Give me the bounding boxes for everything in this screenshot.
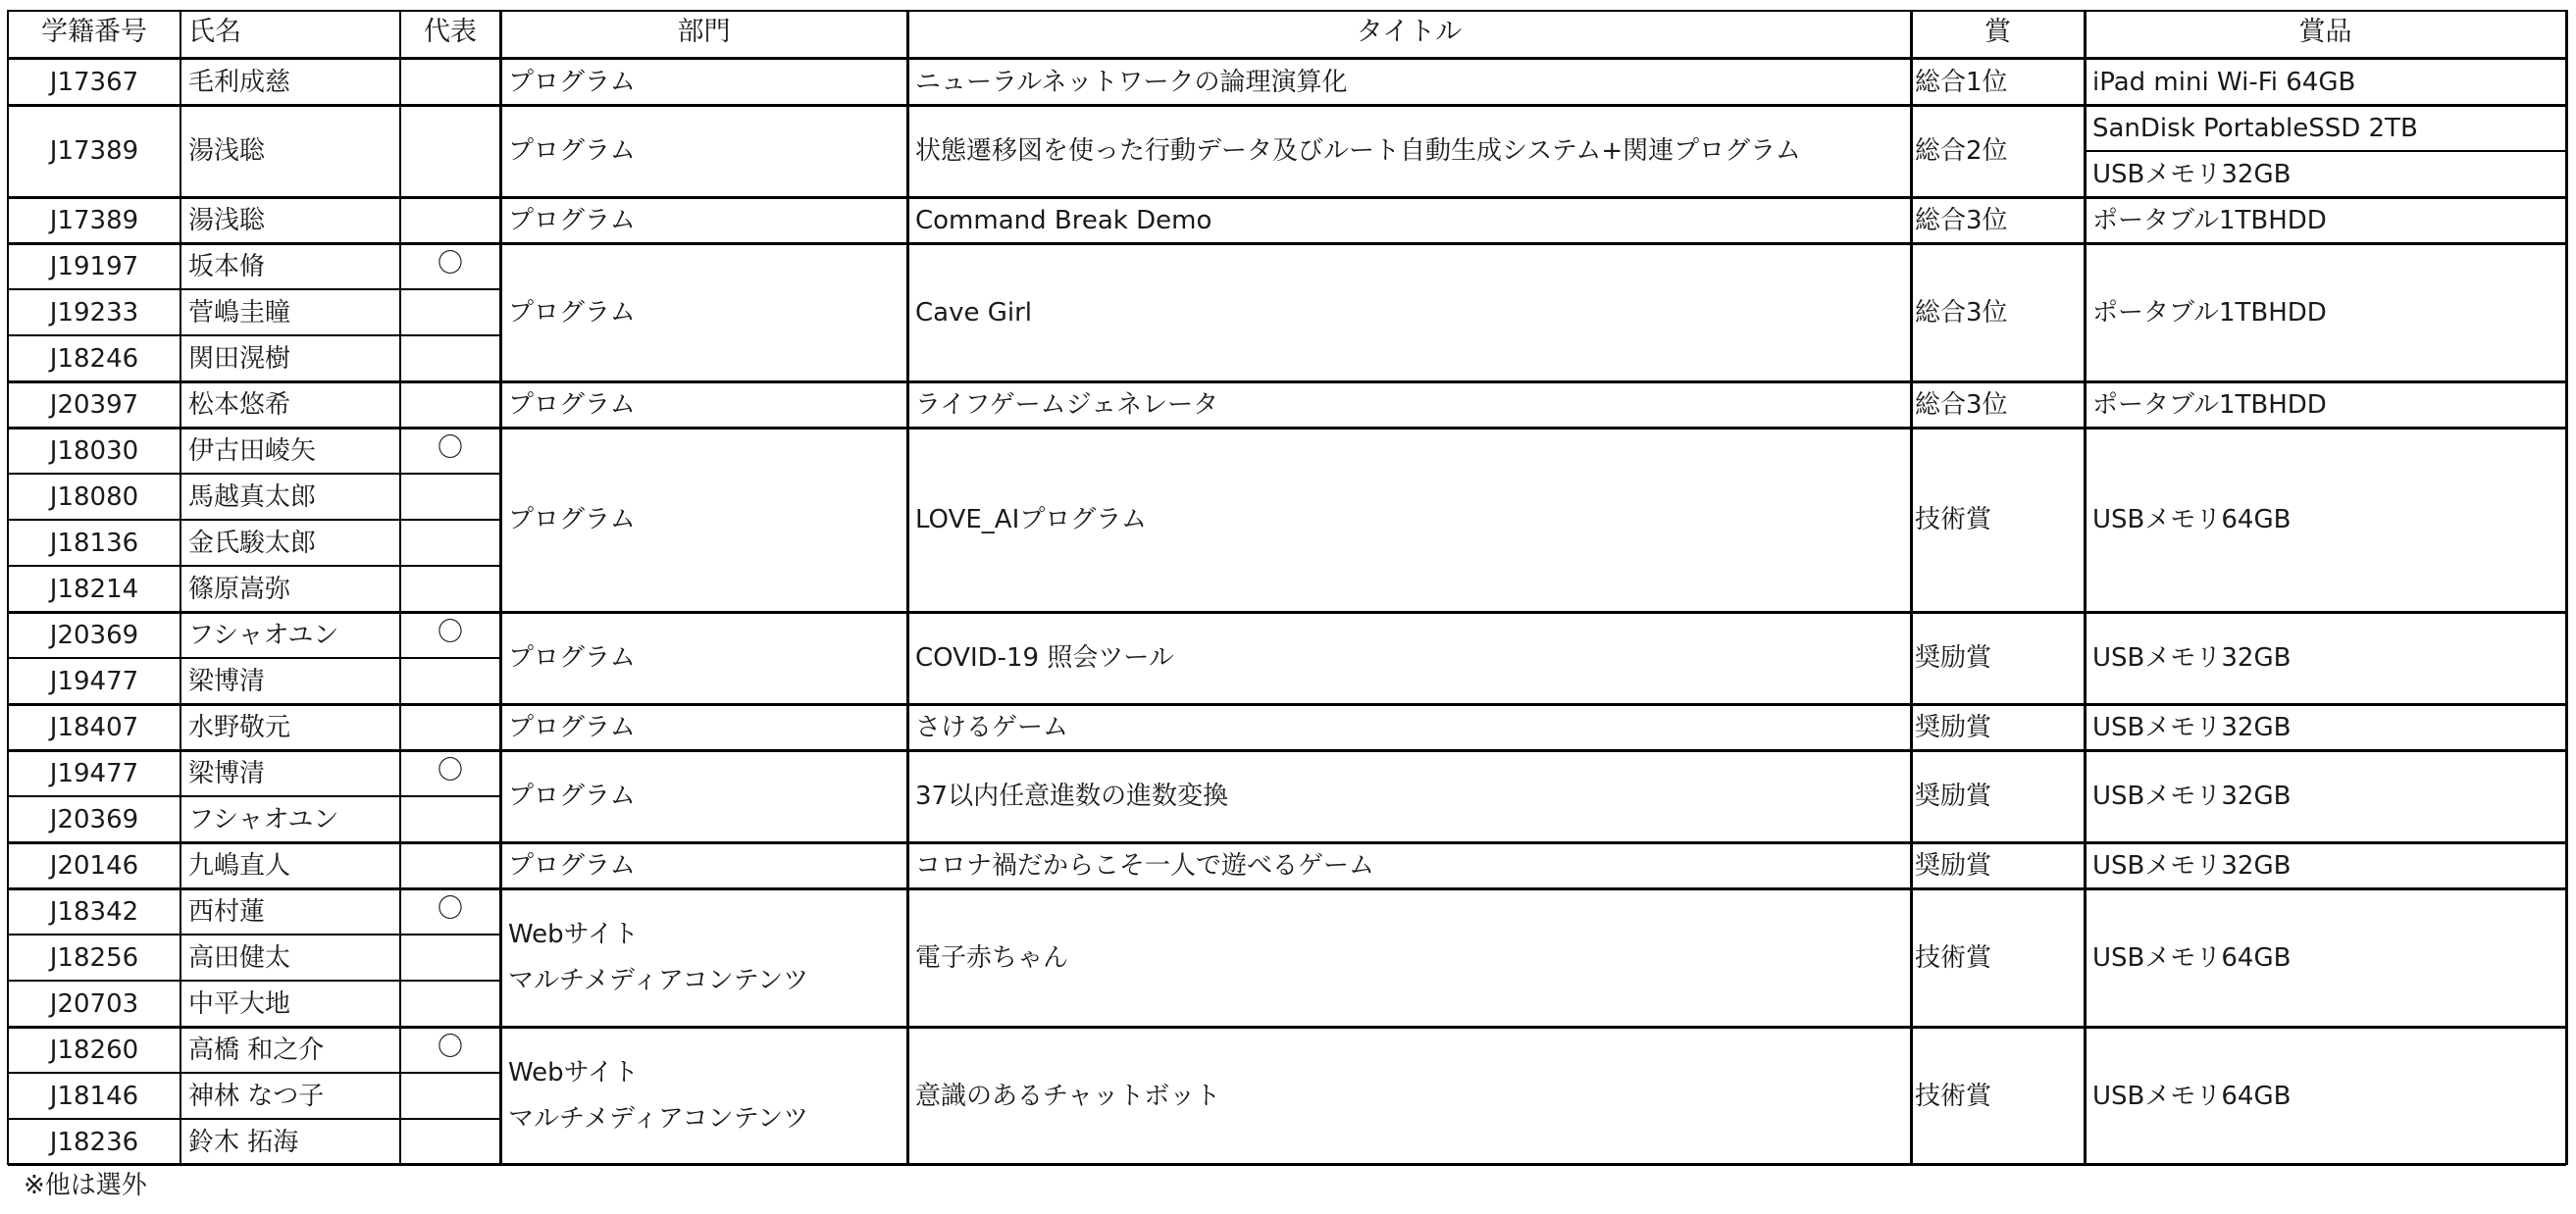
column-line <box>499 10 502 1165</box>
entry-title: 状態遷移図を使った行動データ及びルート自動生成システム+関連プログラム <box>915 136 1801 166</box>
header-award: 賞 <box>1984 17 2011 47</box>
row-line <box>8 1163 2566 1166</box>
award-cell: 奨励賞 <box>1915 643 1992 673</box>
division-label: プログラム <box>508 389 636 420</box>
division-cell <box>500 59 907 105</box>
award-cell: 総合1位 <box>1915 67 2008 97</box>
student-name: 湯浅聡 <box>188 205 266 235</box>
division-label: Webサイト <box>508 919 639 949</box>
division-label: プログラム <box>508 505 636 534</box>
prize-cell: USBメモリ32GB <box>2092 850 2292 881</box>
row-line <box>8 703 2566 706</box>
division-cell <box>500 888 907 1027</box>
student-id: J18260 <box>49 1035 139 1065</box>
representative-mark <box>400 520 500 566</box>
student-id: J19477 <box>49 666 139 696</box>
header-student-id: 学籍番号 <box>41 17 147 47</box>
row-line <box>8 473 500 475</box>
column-line <box>906 10 909 1165</box>
row-line <box>8 1026 2566 1029</box>
representative-mark <box>400 935 500 981</box>
student-id: J18214 <box>49 574 139 604</box>
entry-title: 37以内任意進数の進数変換 <box>915 782 1229 811</box>
division-cell <box>500 842 907 888</box>
student-name: 西村蓮 <box>188 896 266 927</box>
entry-title: ニューラルネットワークの論理演算化 <box>915 67 1348 97</box>
entry-title: コロナ禍だからこそ一人で遊べるゲーム <box>915 850 1375 881</box>
division-cell <box>500 428 907 612</box>
entry-title: 意識のあるチャットボット <box>915 1081 1221 1111</box>
division-cell <box>500 704 907 750</box>
row-line <box>8 934 500 936</box>
division-cell <box>500 243 907 381</box>
row-line <box>8 887 2566 890</box>
division-label: Webサイト <box>508 1057 639 1088</box>
prize-cell: ポータブル1TBHDD <box>2092 205 2327 235</box>
prize-cell: USBメモリ64GB <box>2092 505 2292 534</box>
prize-cell: USBメモリ64GB <box>2092 1081 2292 1111</box>
student-name: 伊古田崚矢 <box>188 435 317 466</box>
row-line <box>8 427 2566 430</box>
entry-title: さけるゲーム <box>915 712 1069 742</box>
division-cell <box>500 750 907 842</box>
row-line <box>8 657 500 659</box>
header-division: 部門 <box>677 17 731 47</box>
representative-mark: 〇 <box>437 894 463 924</box>
column-line <box>399 10 401 1165</box>
entry-title: LOVE_AIプログラム <box>915 505 1147 534</box>
row-line <box>8 242 2566 245</box>
row-line <box>8 288 500 290</box>
student-name: 鈴木 拓海 <box>188 1127 299 1157</box>
student-id: J18136 <box>49 528 139 558</box>
award-cell: 奨励賞 <box>1915 782 1992 811</box>
prize-cell: iPad mini Wi-Fi 64GB <box>2092 67 2356 97</box>
prize-divider <box>2085 150 2566 152</box>
student-name: 松本悠希 <box>188 389 291 420</box>
row-line <box>8 380 2566 383</box>
division-cell <box>500 612 907 704</box>
representative-mark <box>400 658 500 704</box>
representative-mark <box>400 842 500 888</box>
row-line <box>8 841 2566 844</box>
division-cell <box>500 381 907 428</box>
column-line <box>7 10 9 1165</box>
representative-mark <box>400 59 500 105</box>
student-name: 坂本脩 <box>188 251 266 281</box>
student-id: J20369 <box>49 620 139 650</box>
representative-mark <box>400 105 500 197</box>
student-name: 中平大地 <box>188 988 291 1019</box>
representative-mark: 〇 <box>437 433 463 463</box>
student-id: J18342 <box>49 896 139 927</box>
student-name: 金氏駿太郎 <box>188 528 317 558</box>
award-cell: 総合3位 <box>1915 297 2008 328</box>
division-label: プログラム <box>508 782 636 811</box>
student-name: 高田健太 <box>188 942 291 973</box>
student-id: J18256 <box>49 942 139 973</box>
prize-cell: ポータブル1TBHDD <box>2092 389 2327 420</box>
header-title: タイトル <box>1356 17 1463 47</box>
representative-mark <box>400 1119 500 1165</box>
representative-mark <box>400 796 500 842</box>
division-label: プログラム <box>508 136 636 166</box>
student-id: J18246 <box>49 343 139 374</box>
student-name: 関田滉樹 <box>188 343 291 374</box>
representative-mark: 〇 <box>437 618 463 647</box>
row-line <box>8 519 500 521</box>
row-line <box>8 10 2566 12</box>
student-name: 菅嶋圭瞳 <box>188 297 291 328</box>
representative-mark <box>400 335 500 381</box>
header-name: 氏名 <box>188 17 241 47</box>
division-label: プログラム <box>508 67 636 97</box>
representative-mark <box>400 474 500 520</box>
student-id: J19197 <box>49 251 139 281</box>
award-cell: 技術賞 <box>1915 505 1992 534</box>
award-cell: 総合3位 <box>1915 389 2008 420</box>
entry-title: ライフゲームジェネレータ <box>915 389 1219 420</box>
student-name: 高橋 和之介 <box>188 1035 325 1065</box>
prize-cell: USBメモリ32GB <box>2092 643 2292 673</box>
entry-title: 電子赤ちゃん <box>915 942 1069 973</box>
division-label: プログラム <box>508 297 636 328</box>
division-label: プログラム <box>508 712 636 742</box>
representative-mark <box>400 981 500 1027</box>
prize-cell: SanDisk PortableSSD 2TB <box>2092 113 2418 143</box>
division-label: プログラム <box>508 643 636 673</box>
prize-cell: USBメモリ32GB <box>2092 712 2292 742</box>
division-cell <box>500 197 907 243</box>
division-label: プログラム <box>508 850 636 881</box>
row-line <box>8 196 2566 199</box>
entry-title: COVID-19 照会ツール <box>915 643 1174 673</box>
row-line <box>8 1118 500 1120</box>
division-label: マルチメディアコンテンツ <box>508 965 809 995</box>
representative-mark <box>400 197 500 243</box>
row-line <box>8 334 500 336</box>
row-line <box>8 1072 500 1074</box>
student-id: J18030 <box>49 435 139 466</box>
student-id: J18236 <box>49 1127 139 1157</box>
row-line <box>8 611 2566 614</box>
prize-cell: USBメモリ32GB <box>2092 159 2292 189</box>
row-line <box>8 749 2566 752</box>
column-line <box>180 10 181 1165</box>
row-line <box>8 57 2566 60</box>
award-cell: 技術賞 <box>1915 942 1992 973</box>
student-id: J19233 <box>49 297 139 328</box>
student-name: 梁博清 <box>188 758 266 788</box>
entry-title: Command Break Demo <box>915 205 1212 235</box>
row-line <box>8 980 500 982</box>
student-id: J20703 <box>49 988 139 1019</box>
division-label: プログラム <box>508 205 636 235</box>
column-line <box>1910 10 1913 1165</box>
row-line <box>8 104 2566 107</box>
representative-mark: 〇 <box>437 1033 463 1062</box>
student-name: 神林 なつ子 <box>188 1081 325 1111</box>
prize-cell: ポータブル1TBHDD <box>2092 297 2327 328</box>
division-cell <box>500 1027 907 1165</box>
row-line <box>8 795 500 797</box>
representative-mark <box>400 704 500 750</box>
award-cell: 総合3位 <box>1915 205 2008 235</box>
entry-title: Cave Girl <box>915 297 1033 328</box>
student-name: フシャオユン <box>188 620 339 650</box>
award-cell: 技術賞 <box>1915 1081 1992 1111</box>
student-id: J18407 <box>49 712 139 742</box>
award-cell: 奨励賞 <box>1915 712 1992 742</box>
header-prize: 賞品 <box>2298 17 2352 47</box>
student-id: J18080 <box>49 481 139 512</box>
column-line <box>2084 10 2087 1165</box>
representative-mark: 〇 <box>437 756 463 785</box>
student-name: 湯浅聡 <box>188 136 266 166</box>
row-line <box>8 565 500 567</box>
header-representative: 代表 <box>424 17 477 47</box>
prize-cell: USBメモリ64GB <box>2092 942 2292 973</box>
student-name: 馬越真太郎 <box>188 481 317 512</box>
representative-mark <box>400 566 500 612</box>
representative-mark <box>400 1073 500 1119</box>
student-id: J18146 <box>49 1081 139 1111</box>
division-label: マルチメディアコンテンツ <box>508 1103 809 1134</box>
student-id: J17389 <box>49 205 139 235</box>
footnote: ※他は選外 <box>24 1171 147 1200</box>
student-id: J20369 <box>49 804 139 835</box>
student-name: 水野敬元 <box>188 712 291 742</box>
student-name: 九嶋直人 <box>188 850 291 881</box>
prize-cell: USBメモリ32GB <box>2092 782 2292 811</box>
student-id: J17367 <box>49 67 139 97</box>
student-name: 梁博清 <box>188 666 266 696</box>
award-cell: 奨励賞 <box>1915 850 1992 881</box>
award-cell: 総合2位 <box>1915 136 2008 166</box>
student-id: J19477 <box>49 758 139 788</box>
student-name: フシャオユン <box>188 804 339 835</box>
student-id: J20146 <box>49 850 139 881</box>
student-name: 篠原嵩弥 <box>188 574 291 604</box>
student-id: J20397 <box>49 389 139 420</box>
representative-mark <box>400 289 500 335</box>
representative-mark <box>400 381 500 428</box>
representative-mark: 〇 <box>437 249 463 278</box>
student-id: J17389 <box>49 136 139 166</box>
column-line <box>2565 10 2568 1165</box>
division-cell <box>500 105 907 197</box>
student-name: 毛利成慈 <box>188 67 291 97</box>
